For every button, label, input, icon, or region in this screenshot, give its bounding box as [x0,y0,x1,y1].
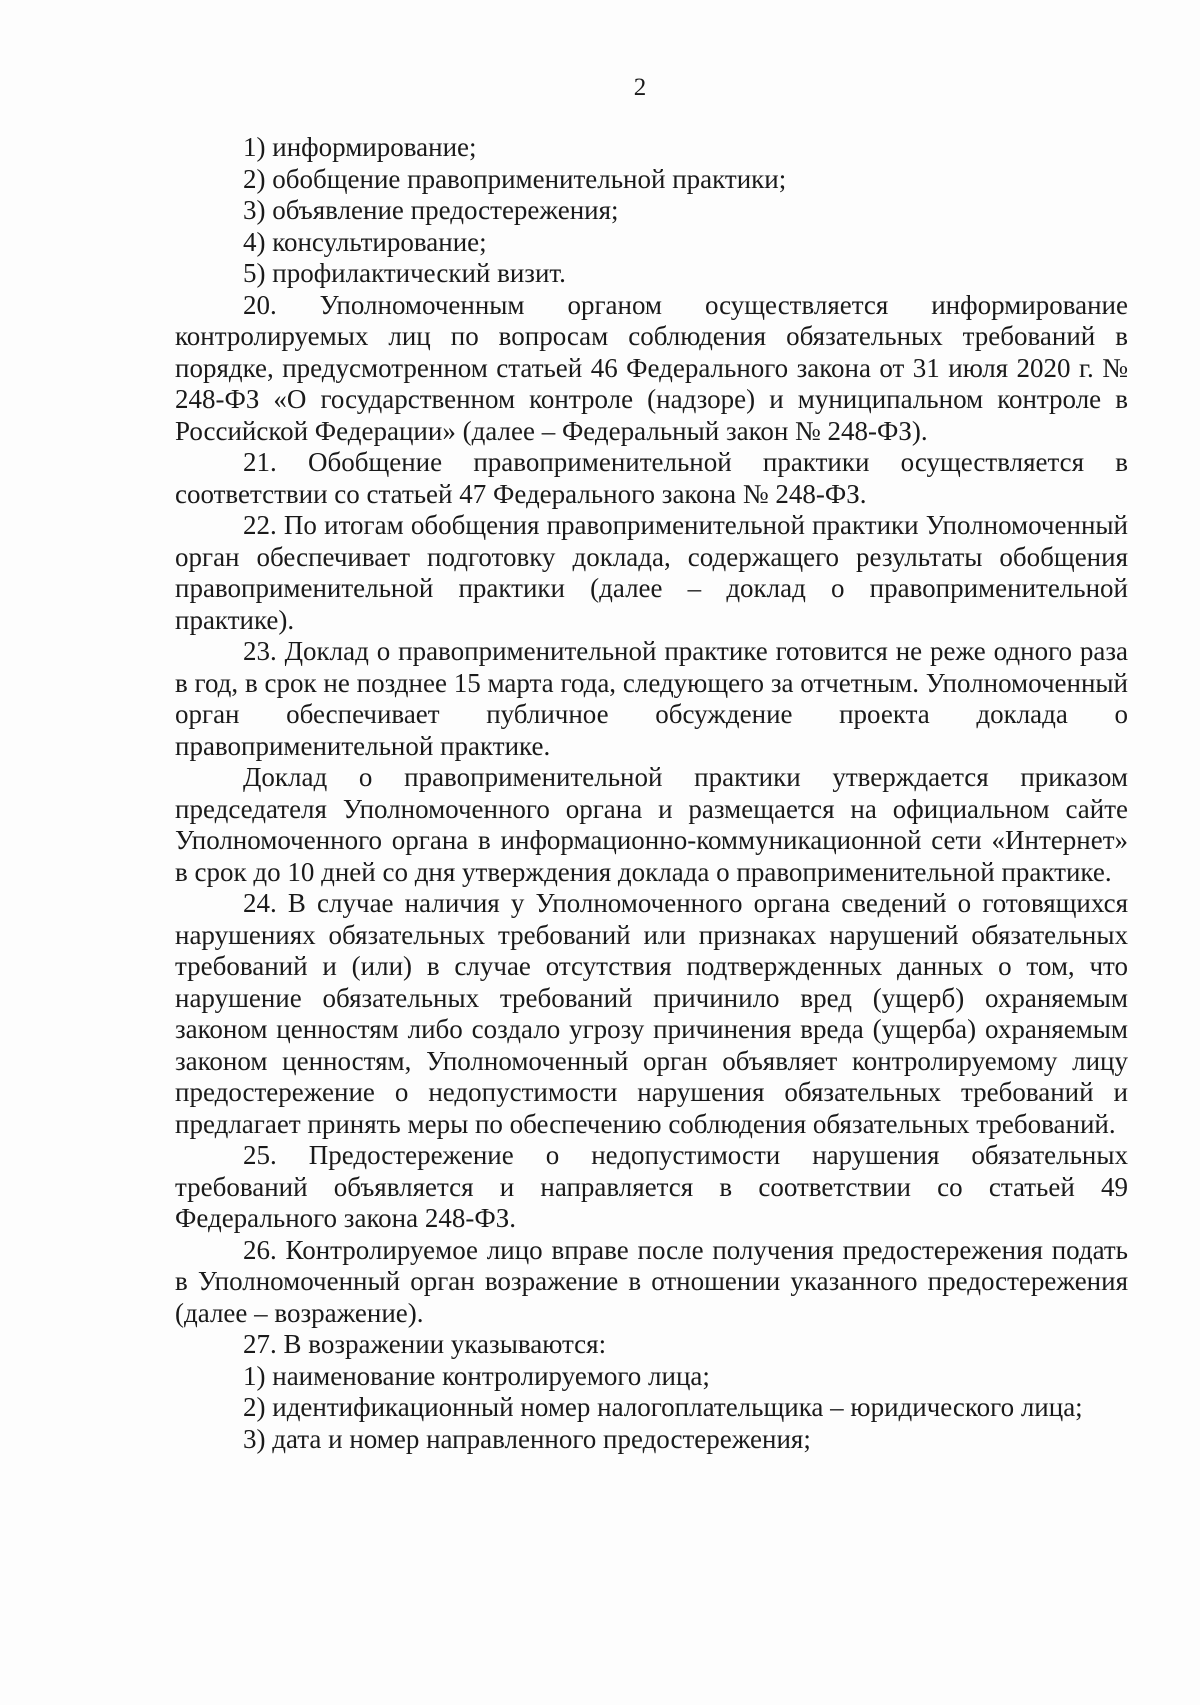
page-number: 2 [633,74,647,101]
document-body [175,132,1128,1455]
paragraph-20: 20. Уполномоченным органом осуществляется информирование контролируемых лиц по вопросам соблюдения обязательных требований в порядке, предусмотренном статьей 46 Федерального закона от 31 июля 2020 г. № 248-ФЗ «О государственном контроле (надзоре) и муниципальном контроле в Российской Федерации» (далее – Федеральный закон № 248-ФЗ). [175,289,1128,446]
list-item: 1) наименование контролируемого лица; [243,1360,710,1391]
paragraph-23: 23. Доклад о правоприменительной практике готовится не реже одного раза в год, в срок не позднее 15 марта года, следующего за отчетным. Уполномоченный орган обеспечивает публичное обсуждение проекта доклада о правоприменительной практике. [175,636,1128,761]
list-item: 2) идентификационный номер налогоплательщика – юридического лица; [243,1392,1083,1422]
list-item: 4) консультирование; [243,226,487,257]
list-item: 2) обобщение правоприменительной практики; [243,163,787,194]
list-item: 5) профилактический визит. [243,258,566,288]
list-item: 3) объявление предостережения; [243,195,619,225]
paragraph-25: 25. Предостережение о недопустимости нарушения обязательных требований объявляется и направляется в соответствии со статьей 49 Федерального закона 248-ФЗ. [175,1140,1128,1233]
list-item: 3) дата и номер направленного предостережения; [243,1423,811,1454]
list-item: 1) информирование; [243,132,477,162]
paragraph-26: 26. Контролируемое лицо вправе после получения предостережения подать в Уполномоченный орган возражение в отношении указанного предостережения (далее – возражение). [175,1234,1128,1328]
paragraph-21: 21. Обобщение правоприменительной практики осуществляется в соответствии со статьей 47 Федерального закона № 248-ФЗ. [175,447,1128,509]
paragraph-23-continued: Доклад о правоприменительной практики утверждается приказом председателя Уполномоченного органа и размещается на официальном сайте Уполномоченного органа в информационно-коммуникационной сети «Интернет» в срок до 10 дней со дня утверждения доклада о правоприменительной практике. [175,762,1128,887]
paragraph-24: 24. В случае наличия у Уполномоченного органа сведений о готовящихся нарушениях обязательных требований или признаках нарушений обязательных требований и (или) в случае отсутствия подтвержденных данных о том, что нарушение обязательных требований причинило вред (ущерб) охраняемым законом ценностям либо создало угрозу причинения вреда (ущерба) охраняемым законом ценностям, Уполномоченный орган объявляет контролируемому лицу предостережение о недопустимости нарушения обязательных требований и предлагает принять меры по обеспечению соблюдения обязательных требований. [175,888,1128,1139]
paragraph-22: 22. По итогам обобщения правоприменительной практики Уполномоченный орган обеспечивает подготовку доклада, содержащего результаты обобщения правоприменительной практики (далее – доклад о правоприменительной практике). [175,510,1128,635]
paragraph-27: 27. В возражении указываются: [243,1329,607,1359]
